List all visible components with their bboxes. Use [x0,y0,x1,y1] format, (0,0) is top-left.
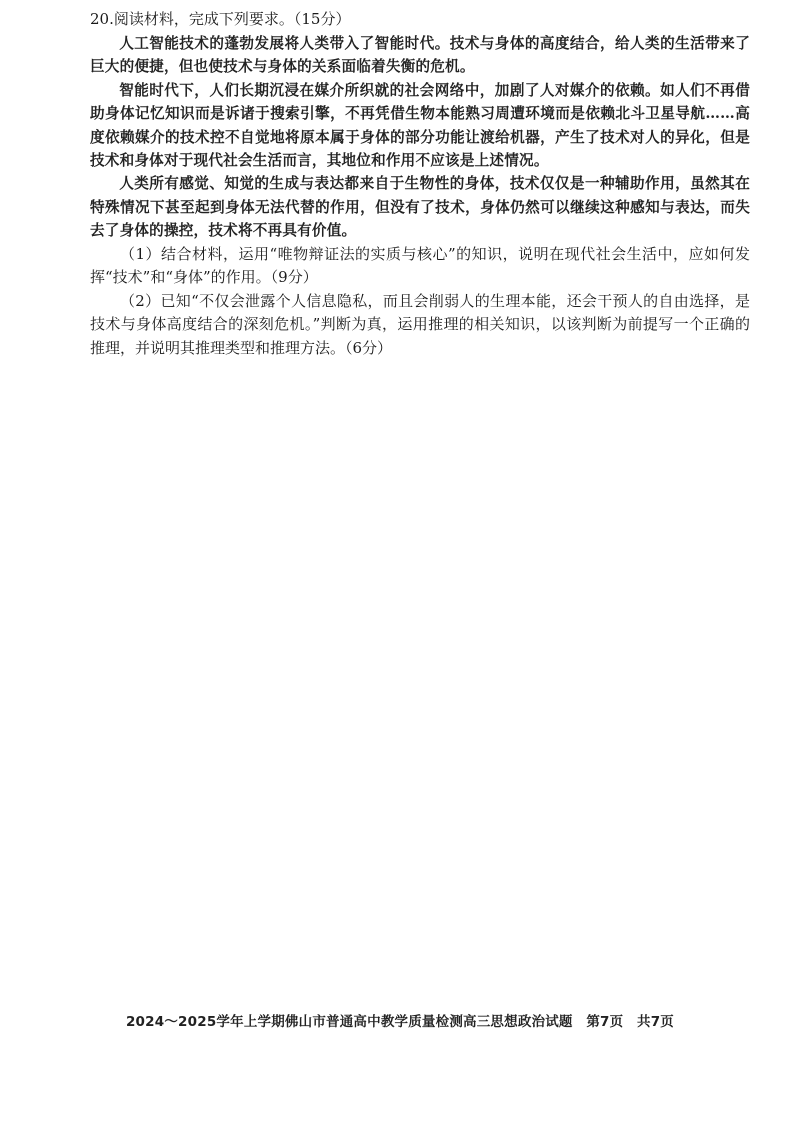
task-1: （1）结合材料，运用“唯物辩证法的实质与核心”的知识，说明在现代社会生活中，应如何发挥“技术”和“身体”的作用。（9分） [90,244,750,287]
question-title: 20.阅读材料，完成下列要求。（15分） [90,10,351,28]
page-footer: 2024～2025学年上学期佛山市普通高中教学质量检测高三思想政治试题 第7页 共7页 [125,1014,675,1030]
question-block [90,8,750,360]
material-paragraph-3: 人类所有感觉、知觉的生成与表达都来自于生物性的身体，技术仅仅是一种辅助作用，虽然其在特殊情况下甚至起到身体无法代替的作用，但没有了技术，身体仍然可以继续这种感知与表达，而失去了身体的操控，技术将不再具有价值。 [90,175,750,240]
material-paragraph-2: 智能时代下，人们长期沉浸在媒介所织就的社会网络中，加剧了人对媒介的依赖。如人们不再借助身体记忆知识而是诉诸于搜索引擎，不再凭借生物本能熟习周遭环境而是依赖北斗卫星导航……高度依赖媒介的技术控不自觉地将原本属于身体的部分功能让渡给机器，产生了技术对人的异化，但是技术和身体对于现代社会生活而言，其地位和作用不应该是上述情况。 [90,81,750,170]
task-2: （2）已知“不仅会泄露个人信息隐私，而且会削弱人的生理本能，还会干预人的自由选择，是技术与身体高度结合的深刻危机。”判断为真，运用推理的相关知识，以该判断为前提写一个正确的推理，并说明其推理类型和推理方法。（6分） [90,291,750,357]
material-paragraph-1: 人工智能技术的蓬勃发展将人类带入了智能时代。技术与身体的高度结合，给人类的生活带来了巨大的便捷，但也使技术与身体的关系面临着失衡的危机。 [90,35,750,76]
